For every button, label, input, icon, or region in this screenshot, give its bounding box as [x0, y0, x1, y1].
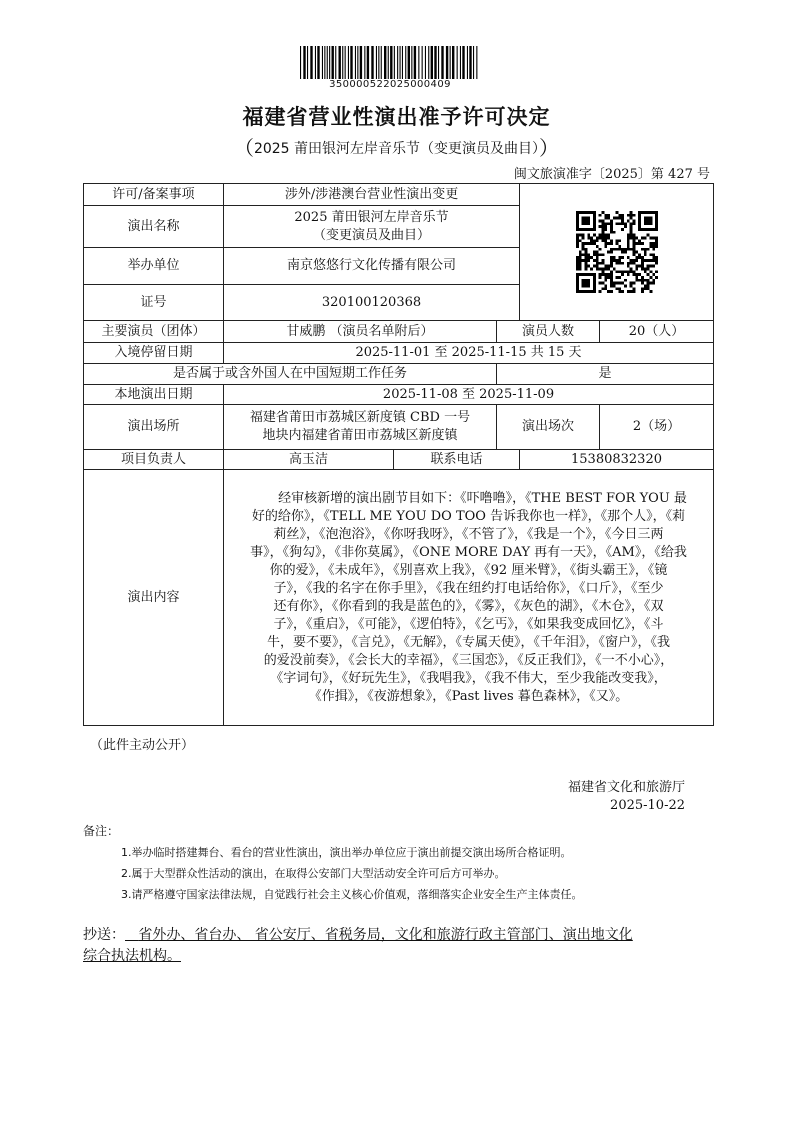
- issuer: 福建省文化和旅游厅: [567, 780, 685, 795]
- license-type-label: 许可/备案事项: [84, 184, 224, 206]
- issue-date: 2025-10-22: [610, 798, 685, 813]
- main-performer-label: 主要演员（团体）: [84, 321, 224, 343]
- content-line: 好的给你》，《TELL ME YOU DO TOO 告诉我你也一样》，《那个人》，《莉: [251, 508, 686, 524]
- organizer-value: 南京悠悠行文化传播有限公司: [224, 248, 520, 285]
- table-row: [84, 184, 714, 206]
- sessions-value: 2（场）: [600, 405, 714, 450]
- content-line: 牛，要不要》，《言兑》，《无解》，《专属天使》，《千年泪》，《窗户》，《我: [267, 634, 671, 650]
- subtitle-text: 2025 莆田银河左岸音乐节（变更演员及曲目）: [253, 141, 540, 157]
- subtitle-open-paren: （: [233, 136, 254, 160]
- content-value: [224, 470, 714, 726]
- entry-stay-value: 2025-11-01 至 2025-11-15 共 15 天: [224, 343, 714, 364]
- cert-value: 320100120368: [224, 285, 520, 321]
- document-number: 闽文旅演准字〔2025〕第 427 号: [513, 167, 710, 182]
- remark-item: 2.属于大型群众性活动的演出，在取得公安部门大型活动安全许可后方可举办。: [121, 867, 506, 880]
- table-row: [84, 405, 714, 450]
- remarks-title: 备注：: [83, 824, 120, 838]
- cc-section: [83, 925, 713, 967]
- page-title: 福建省营业性演出准予许可决定: [242, 105, 551, 129]
- show-name-value: [224, 206, 520, 248]
- table-row: [84, 385, 714, 405]
- barcode-number: 350000522025000409: [329, 79, 451, 90]
- table-row: [84, 343, 714, 364]
- short-term-work-label: 是否属于或含外国人在中国短期工作任务: [84, 364, 497, 385]
- entry-stay-label: 入境停留日期: [84, 343, 224, 364]
- cc-label: 抄送：: [83, 927, 125, 943]
- table-row: [84, 364, 714, 385]
- sessions-label: 演出场次: [497, 405, 600, 450]
- organizer-label: 举办单位: [84, 248, 224, 285]
- content-line: 《作揖》，《夜游想象》，《Past lives 暮色森林》，《又》。: [308, 688, 629, 704]
- table-row: [84, 450, 714, 470]
- subtitle-close-paren: ）: [539, 136, 560, 160]
- content-line: 《字词句》，《好玩先生》，《我唱我》，《我不伟大，至少我能改变我》，: [270, 670, 667, 686]
- cert-label: 证号: [84, 285, 224, 321]
- cc-line2: 综合执法机构。: [83, 948, 181, 964]
- remark-item: 1.举办临时搭建舞台、看台的营业性演出，演出举办单位应于演出前提交演出场所合格证明。: [121, 846, 572, 859]
- manager-value: 高玉洁: [224, 450, 394, 470]
- venue-value: [224, 405, 497, 450]
- venue-line1: 福建省莆田市荔城区新度镇 CBD 一号: [249, 410, 471, 425]
- license-type-value: 涉外/涉港澳台营业性演出变更: [224, 184, 520, 206]
- phone-value: 15380832320: [520, 450, 714, 470]
- remark-item: 3.请严格遵守国家法律法规，自觉践行社会主义核心价值观，落细落实企业安全生产主体责任。: [121, 888, 583, 901]
- local-dates-value: 2025-11-08 至 2025-11-09: [224, 385, 714, 405]
- content-line: 子》，《我的名字在你手里》，《我在纽约打电话给你》，《口斤》，《至少: [273, 580, 664, 596]
- cc-text: 省外办、省台办、 省公安厅、省税务局，文化和旅游行政主管部门、演出地文化: [138, 927, 633, 943]
- main-performer-value: 甘威鹏 （演员名单附后）: [224, 321, 497, 343]
- show-name-line2: （变更演员及曲目）: [313, 227, 431, 243]
- content-line: 的爱没前奏》，《会长大的幸福》，《三国恋》，《反正我们》，《一不小心》，: [263, 652, 674, 668]
- content-line: 子》，《重启》，《可能》，《逻伯特》，《乞丐》，《如果我变成回忆》，《斗: [273, 616, 664, 632]
- barcode-icon: [300, 46, 480, 79]
- performer-count-label: 演员人数: [497, 321, 600, 343]
- license-table: [83, 183, 714, 726]
- content-line: 经审核新增的演出剧节目如下：《吓噜噜》，《THE BEST FOR YOU 最: [278, 490, 687, 506]
- qr-code-cell: [520, 184, 714, 321]
- show-name-line1: 2025 莆田银河左岸音乐节: [294, 209, 449, 225]
- venue-label: 演出场所: [84, 405, 224, 450]
- page-subtitle: [0, 132, 793, 161]
- content-line: 莉丝》，《泡泡浴》，《你呀我呀》，《不管了》，《我是一个》，《今日三两: [273, 526, 664, 542]
- short-term-work-value: 是: [497, 364, 714, 385]
- phone-label: 联系电话: [394, 450, 520, 470]
- qr-code-icon: [576, 211, 658, 293]
- remarks-list: [121, 842, 583, 905]
- cc-line1: [83, 925, 713, 946]
- table-row: [84, 470, 714, 726]
- manager-label: 项目负责人: [84, 450, 224, 470]
- venue-line2: 地块内福建省莆田市荔城区新度镇: [262, 428, 458, 443]
- show-name-label: 演出名称: [84, 206, 224, 248]
- content-label: 演出内容: [84, 470, 224, 726]
- content-line: 事》，《狗勾》，《非你莫属》，《ONE MORE DAY 再有一天》，《AM》，《给我: [250, 544, 687, 560]
- local-dates-label: 本地演出日期: [84, 385, 224, 405]
- performer-count-value: 20（人）: [600, 321, 714, 343]
- table-row: [84, 321, 714, 343]
- content-line: 还有你》，《你看到的我是蓝色的》，《雾》，《灰色的湖》，《木仓》，《双: [273, 598, 664, 614]
- content-line: 你的爱》，《未成年》，《别喜欢上我》，《92 厘米臂》，《街头霸王》，《镜: [269, 562, 668, 578]
- public-note: （此件主动公开）: [90, 738, 195, 753]
